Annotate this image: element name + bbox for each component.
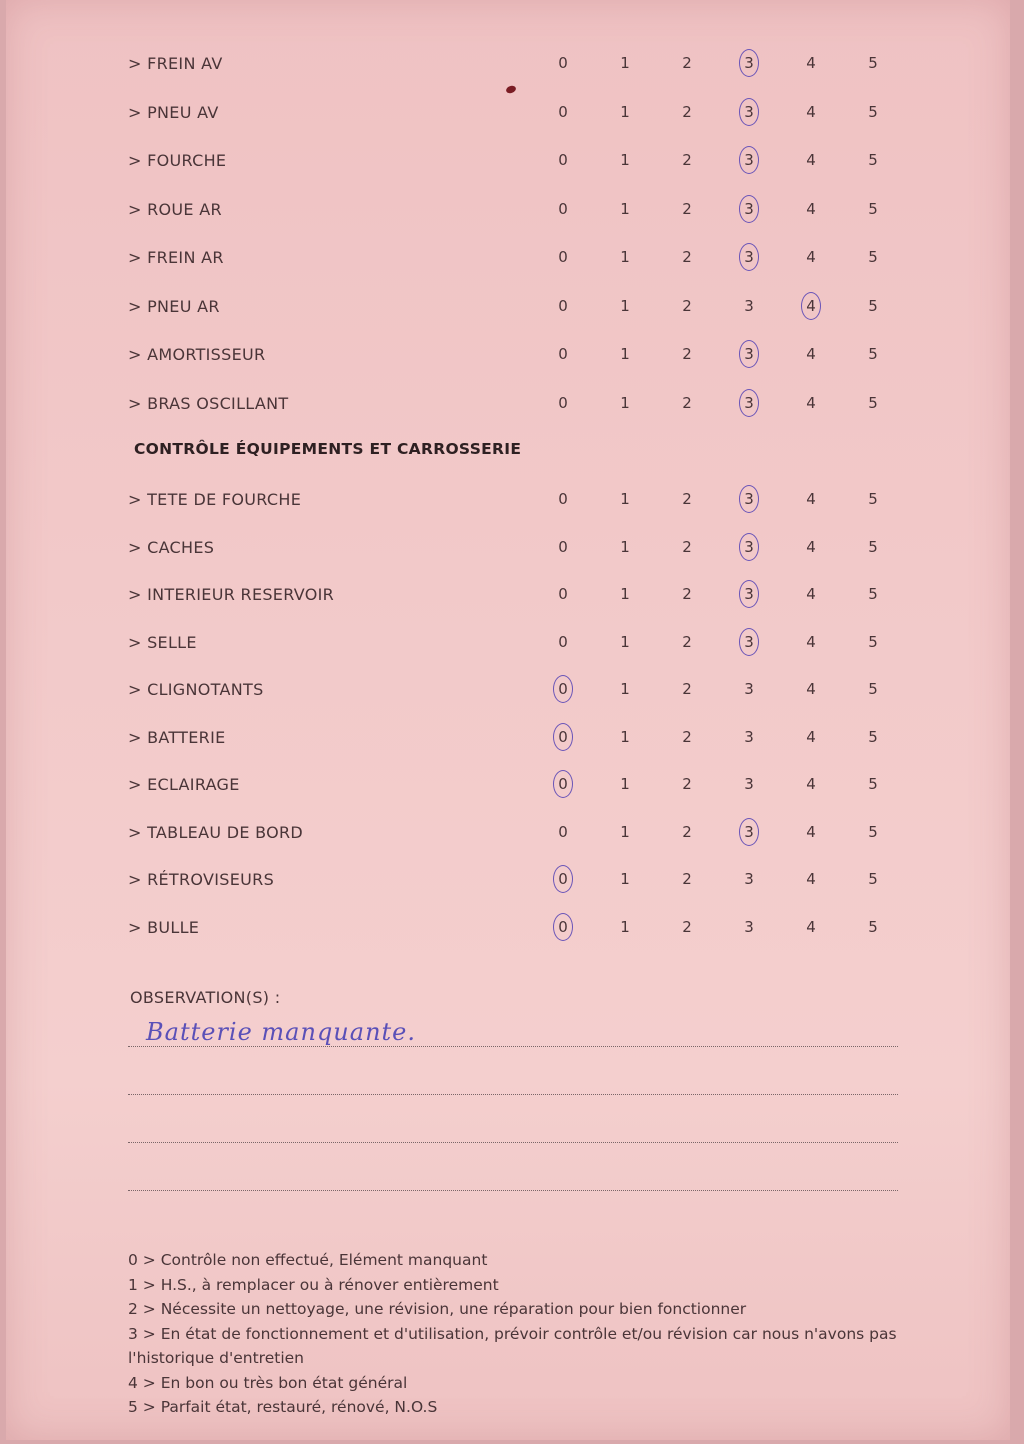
score-option: 3 (744, 917, 754, 936)
score-option: 0 (558, 151, 568, 169)
checklist-item-label: > FOURCHE (128, 151, 227, 170)
score-option: 3 (734, 490, 764, 508)
score-option: 3 (734, 200, 764, 218)
score-option: 2 (682, 248, 692, 266)
score-option: 1 (620, 822, 630, 841)
score-option: 3 (734, 248, 764, 266)
checklist-item-label: > FREIN AV (128, 54, 223, 73)
score-option: 0 (558, 248, 568, 266)
checklist-row (6, 194, 1010, 234)
score-option: 0 (558, 585, 568, 603)
rating-legend (128, 1248, 898, 1420)
score-option: 0 (548, 870, 578, 888)
score-option: 4 (806, 632, 816, 651)
score-option: 0 (558, 537, 568, 556)
score-option: 2 (682, 151, 692, 169)
score-option: 5 (868, 775, 878, 793)
legend-item: 0 > Contrôle non effectué, Elément manquant (128, 1251, 488, 1269)
checklist-item-label: > BULLE (128, 917, 200, 937)
score-option: 4 (806, 54, 816, 72)
score-option: 4 (806, 345, 816, 363)
score-option: 5 (868, 102, 878, 121)
checklist-row (6, 388, 1010, 428)
checklist-item-label: > CLIGNOTANTS (128, 680, 264, 699)
score-option: 3 (734, 103, 764, 121)
legend-item: 5 > Parfait état, restauré, rénové, N.O.S (128, 1398, 438, 1416)
legend-item: 3 > En état de fonctionnement et d'utilisation, prévoir contrôle et/ou révision car nous n'avons pas l'historique d'entretien (128, 1324, 897, 1367)
checklist-item-label: > FREIN AR (128, 248, 224, 267)
score-option: 5 (868, 870, 878, 888)
score-option: 3 (734, 345, 764, 363)
score-option: 5 (868, 632, 878, 651)
score-option: 5 (868, 248, 878, 266)
score-option: 0 (558, 102, 568, 121)
checklist-row (6, 864, 1010, 904)
observations-label: OBSERVATION(S) : (130, 988, 281, 1007)
score-option: 2 (682, 585, 692, 603)
score-option: 2 (682, 917, 692, 936)
score-option: 0 (558, 490, 568, 508)
score-option: 1 (620, 917, 630, 936)
score-option: 5 (868, 917, 878, 936)
checklist-item-label: > CACHES (128, 537, 215, 557)
score-option: 2 (682, 632, 692, 651)
score-option: 3 (734, 823, 764, 841)
score-option: 2 (682, 490, 692, 508)
score-option: 1 (620, 775, 630, 793)
checklist-item-label: > INTERIEUR RESERVOIR (128, 585, 335, 604)
score-option: 5 (868, 680, 878, 698)
score-option: 0 (558, 199, 568, 218)
score-option: 2 (682, 199, 692, 218)
score-option: 2 (682, 393, 692, 412)
score-option: 4 (806, 248, 816, 266)
score-option: 3 (744, 296, 754, 315)
checklist-item-label: > BRAS OSCILLANT (128, 393, 289, 413)
score-option: 4 (806, 680, 816, 698)
score-option: 5 (868, 296, 878, 315)
checklist-item-label: > ROUE AR (128, 199, 222, 219)
score-option: 2 (682, 345, 692, 363)
legend-item: 4 > En bon ou très bon état général (128, 1373, 408, 1392)
score-option: 2 (682, 870, 692, 888)
checklist-item-label: > PNEU AV (128, 102, 219, 122)
score-option: 1 (620, 151, 630, 169)
observation-line (128, 1142, 898, 1143)
score-option: 2 (682, 102, 692, 121)
checklist-row (6, 769, 1010, 809)
legend-item: 2 > Nécessite un nettoyage, une révision, une réparation pour bien fonctionner (128, 1300, 747, 1318)
score-option: 1 (620, 54, 630, 72)
checklist-row (6, 97, 1010, 137)
checklist-row (6, 484, 1010, 524)
checklist-item-label: > BATTERIE (128, 727, 226, 747)
score-option: 0 (558, 296, 568, 315)
checklist-item-label: > RÉTROVISEURS (128, 870, 275, 889)
score-option: 0 (558, 822, 568, 841)
score-option: 5 (868, 199, 878, 218)
score-option: 1 (620, 490, 630, 508)
checklist-row (6, 579, 1010, 619)
score-option: 4 (806, 870, 816, 888)
score-option: 1 (620, 632, 630, 651)
score-option: 5 (868, 393, 878, 412)
score-option: 2 (682, 727, 692, 746)
score-option: 4 (806, 490, 816, 508)
score-option: 3 (744, 680, 754, 698)
checklist-row (6, 339, 1010, 379)
observation-line (128, 1094, 898, 1095)
score-option: 4 (806, 727, 816, 746)
score-option: 3 (734, 538, 764, 556)
checklist-item-label: > TABLEAU DE BORD (128, 822, 304, 842)
score-option: 2 (682, 822, 692, 841)
checklist-row (6, 722, 1010, 762)
checklist-item-label: > SELLE (128, 632, 197, 652)
score-option: 2 (682, 54, 692, 72)
score-option: 4 (806, 393, 816, 412)
score-option: 3 (734, 633, 764, 651)
observation-line (128, 1046, 898, 1047)
checklist-row (6, 817, 1010, 857)
checklist-row (6, 291, 1010, 331)
score-option: 0 (558, 632, 568, 651)
score-option: 4 (806, 917, 816, 936)
score-option: 1 (620, 870, 630, 888)
score-option: 5 (868, 822, 878, 841)
checklist-row (6, 145, 1010, 185)
score-option: 3 (734, 54, 764, 72)
score-option: 5 (868, 490, 878, 508)
score-option: 4 (806, 102, 816, 121)
score-option: 1 (620, 102, 630, 121)
checklist-item-label: > AMORTISSEUR (128, 345, 266, 364)
score-option: 2 (682, 680, 692, 698)
score-option: 3 (744, 870, 754, 888)
score-option: 1 (620, 727, 630, 746)
score-option: 5 (868, 151, 878, 169)
score-option: 1 (620, 680, 630, 698)
score-option: 3 (734, 585, 764, 603)
score-option: 1 (620, 345, 630, 363)
score-option: 3 (744, 775, 754, 793)
score-option: 1 (620, 248, 630, 266)
score-option: 0 (558, 393, 568, 412)
checklist-item-label: > TETE DE FOURCHE (128, 490, 302, 509)
score-option: 4 (806, 775, 816, 793)
score-option: 3 (744, 727, 754, 746)
score-option: 0 (548, 918, 578, 936)
score-option: 2 (682, 537, 692, 556)
score-option: 0 (548, 728, 578, 746)
score-option: 1 (620, 296, 630, 315)
legend-item: 1 > H.S., à remplacer ou à rénover entièrement (128, 1275, 499, 1294)
score-option: 5 (868, 345, 878, 363)
checklist-item-label: > PNEU AR (128, 296, 220, 316)
score-option: 3 (734, 394, 764, 412)
checklist-row (6, 532, 1010, 572)
checklist-row (6, 627, 1010, 667)
score-option: 1 (620, 393, 630, 412)
score-option: 4 (796, 297, 826, 315)
score-option: 5 (868, 585, 878, 603)
checklist-row (6, 674, 1010, 714)
checklist-row (6, 912, 1010, 952)
score-option: 5 (868, 537, 878, 556)
score-option: 3 (734, 151, 764, 169)
observation-line (128, 1190, 898, 1191)
section-title-equipment: CONTRÔLE ÉQUIPEMENTS ET CARROSSERIE (134, 440, 522, 458)
score-option: 4 (806, 537, 816, 556)
score-option: 5 (868, 54, 878, 72)
score-option: 4 (806, 151, 816, 169)
score-option: 1 (620, 199, 630, 218)
score-option: 4 (806, 585, 816, 603)
score-option: 0 (558, 345, 568, 363)
score-option: 1 (620, 537, 630, 556)
score-option: 4 (806, 822, 816, 841)
score-option: 0 (558, 54, 568, 72)
score-option: 4 (806, 199, 816, 218)
score-option: 1 (620, 585, 630, 603)
score-option: 0 (548, 680, 578, 698)
inspection-sheet (6, 0, 1010, 1440)
checklist-item-label: > ECLAIRAGE (128, 775, 240, 794)
score-option: 5 (868, 727, 878, 746)
observations-handwritten-note: Batterie manquante. (146, 1018, 417, 1046)
checklist-row (6, 242, 1010, 282)
score-option: 2 (682, 296, 692, 315)
checklist-row (6, 48, 1010, 88)
score-option: 2 (682, 775, 692, 793)
score-option: 0 (548, 775, 578, 793)
